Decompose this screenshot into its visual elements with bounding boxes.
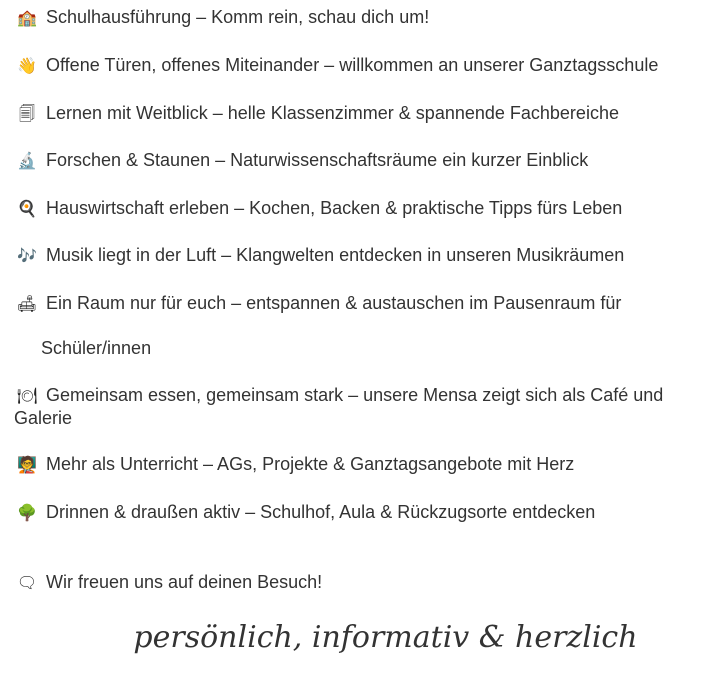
list-item-continuation: Schüler/innen (41, 338, 152, 358)
list-item: 🗐 Lernen mit Weitblick – helle Klassenzimmer & spannende Fachbereiche (16, 102, 715, 125)
frying-pan-icon: 🍳 (17, 199, 37, 218)
list-item: 🏫 Schulhausführung – Komm rein, schau dich um! (17, 7, 430, 27)
list-item: 🎶 Musik liegt in der Luft – Klangwelten entdecken in unseren Musikräumen (17, 245, 625, 265)
music-notes-icon: 🎶 (17, 246, 37, 265)
copy-icon: 🗐 (19, 104, 35, 123)
teacher-icon: 🧑‍🏫 (17, 455, 37, 474)
list-item: 🌳 Drinnen & draußen aktiv – Schulhof, Aula & Rückzugsorte entdecken (17, 502, 596, 522)
list-item: 🍽 Gemeinsam essen, gemeinsam stark – unsere Mensa zeigt sich als Café und Galerie (14, 385, 664, 428)
tree-icon: 🌳 (17, 503, 37, 522)
list-item: 🔬 Forschen & Staunen – Naturwissenschaftsräume ein kurzer Einblick (17, 150, 589, 170)
list-item: 🧑‍🏫 Mehr als Unterricht – AGs, Projekte & Ganztagsangebote mit Herz (17, 454, 575, 474)
list-item: 🍳 Hauswirtschaft erleben – Kochen, Backen & praktische Tipps fürs Leben (17, 198, 623, 218)
tagline: persönlich, informativ & herzlich (133, 620, 638, 655)
list-item: 👋 Offene Türen, offenes Miteinander – willkommen an unserer Ganztagsschule (17, 55, 659, 75)
waving-hand-icon: 👋 (17, 56, 37, 75)
speech-bubble-icon: 🗨 (16, 573, 38, 592)
list-item: 🗨 Wir freuen uns auf deinen Besuch! (16, 572, 323, 592)
plate-cutlery-icon: 🍽 (16, 386, 38, 405)
school-icon: 🏫 (17, 8, 37, 27)
couch-lamp-icon: 🛋 (16, 294, 38, 313)
list-item: 🛋 Ein Raum nur für euch – entspannen & austauschen im Pausenraum für (16, 293, 622, 313)
microscope-icon: 🔬 (17, 151, 37, 170)
